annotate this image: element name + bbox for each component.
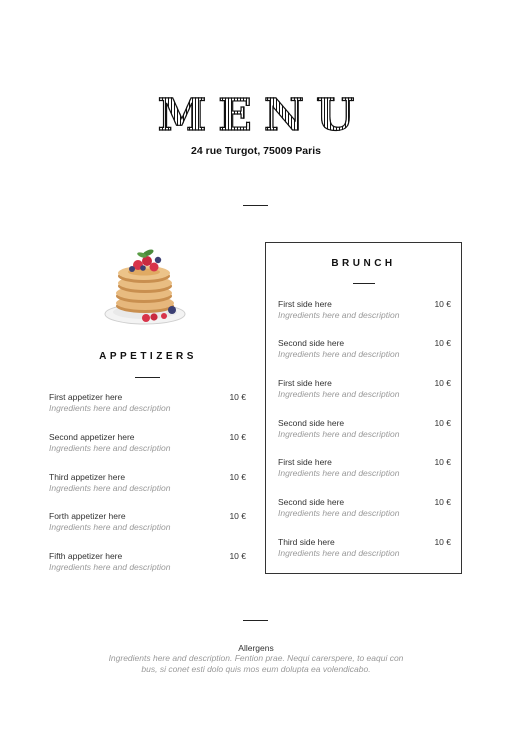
item-name: Second appetizer here <box>49 432 135 442</box>
item-name: First side here <box>278 299 332 309</box>
item-name: First side here <box>278 378 332 388</box>
item-description: Ingredients here and description <box>49 443 171 453</box>
item-name: Third side here <box>278 537 335 547</box>
item-description: Ingredients here and description <box>278 468 400 478</box>
appetizer-item <box>49 432 246 453</box>
brunch-item <box>278 338 451 359</box>
brunch-box <box>265 242 462 574</box>
item-price: 10 € <box>434 537 451 547</box>
allergens-text: Ingredients here and description. Fention prae. Nequi carerspere, to eaqui con bus, si conet esti dolo quis mos eum dolupta ea volendicabo. <box>108 653 404 674</box>
brunch-item <box>278 418 451 439</box>
item-name: Second side here <box>278 418 345 428</box>
item-name: First side here <box>278 457 332 467</box>
item-name: Third appetizer here <box>49 472 126 482</box>
pancake-stack-icon <box>102 244 188 328</box>
item-price: 10 € <box>229 551 246 561</box>
item-description: Ingredients here and description <box>278 349 400 359</box>
appetizers-divider <box>135 377 160 378</box>
item-price: 10 € <box>434 457 451 467</box>
item-price: 10 € <box>434 299 451 309</box>
item-price: 10 € <box>434 338 451 348</box>
item-price: 10 € <box>229 511 246 521</box>
appetizers-heading: APPETIZERS <box>99 351 197 362</box>
brunch-heading: BRUNCH <box>331 258 396 269</box>
brunch-item <box>278 497 451 518</box>
item-name: First appetizer here <box>49 392 123 402</box>
item-description: Ingredients here and description <box>49 483 171 493</box>
item-description: Ingredients here and description <box>278 548 400 558</box>
header-divider <box>243 205 268 206</box>
appetizer-item <box>49 472 246 493</box>
footer-divider <box>243 620 268 621</box>
appetizer-item <box>49 392 246 413</box>
item-description: Ingredients here and description <box>49 403 171 413</box>
item-description: Ingredients here and description <box>278 429 400 439</box>
item-description: Ingredients here and description <box>278 389 400 399</box>
allergens-title: Allergens <box>238 643 274 653</box>
item-price: 10 € <box>229 472 246 482</box>
item-price: 10 € <box>434 378 451 388</box>
appetizer-item <box>49 511 246 532</box>
item-description: Ingredients here and description <box>49 522 171 532</box>
item-price: 10 € <box>229 432 246 442</box>
brunch-item <box>278 537 451 558</box>
menu-title: MENU <box>0 92 512 140</box>
item-name: Fifth appetizer here <box>49 551 123 561</box>
brunch-item <box>278 299 451 320</box>
brunch-divider <box>353 283 375 284</box>
item-price: 10 € <box>434 418 451 428</box>
item-description: Ingredients here and description <box>49 562 171 572</box>
item-price: 10 € <box>434 497 451 507</box>
item-price: 10 € <box>229 392 246 402</box>
brunch-item <box>278 378 451 399</box>
appetizer-item <box>49 551 246 572</box>
item-name: Forth appetizer here <box>49 511 126 521</box>
item-name: Second side here <box>278 497 345 507</box>
brunch-item <box>278 457 451 478</box>
item-name: Second side here <box>278 338 345 348</box>
restaurant-address: 24 rue Turgot, 75009 Paris <box>191 145 321 157</box>
item-description: Ingredients here and description <box>278 508 400 518</box>
item-description: Ingredients here and description <box>278 310 400 320</box>
